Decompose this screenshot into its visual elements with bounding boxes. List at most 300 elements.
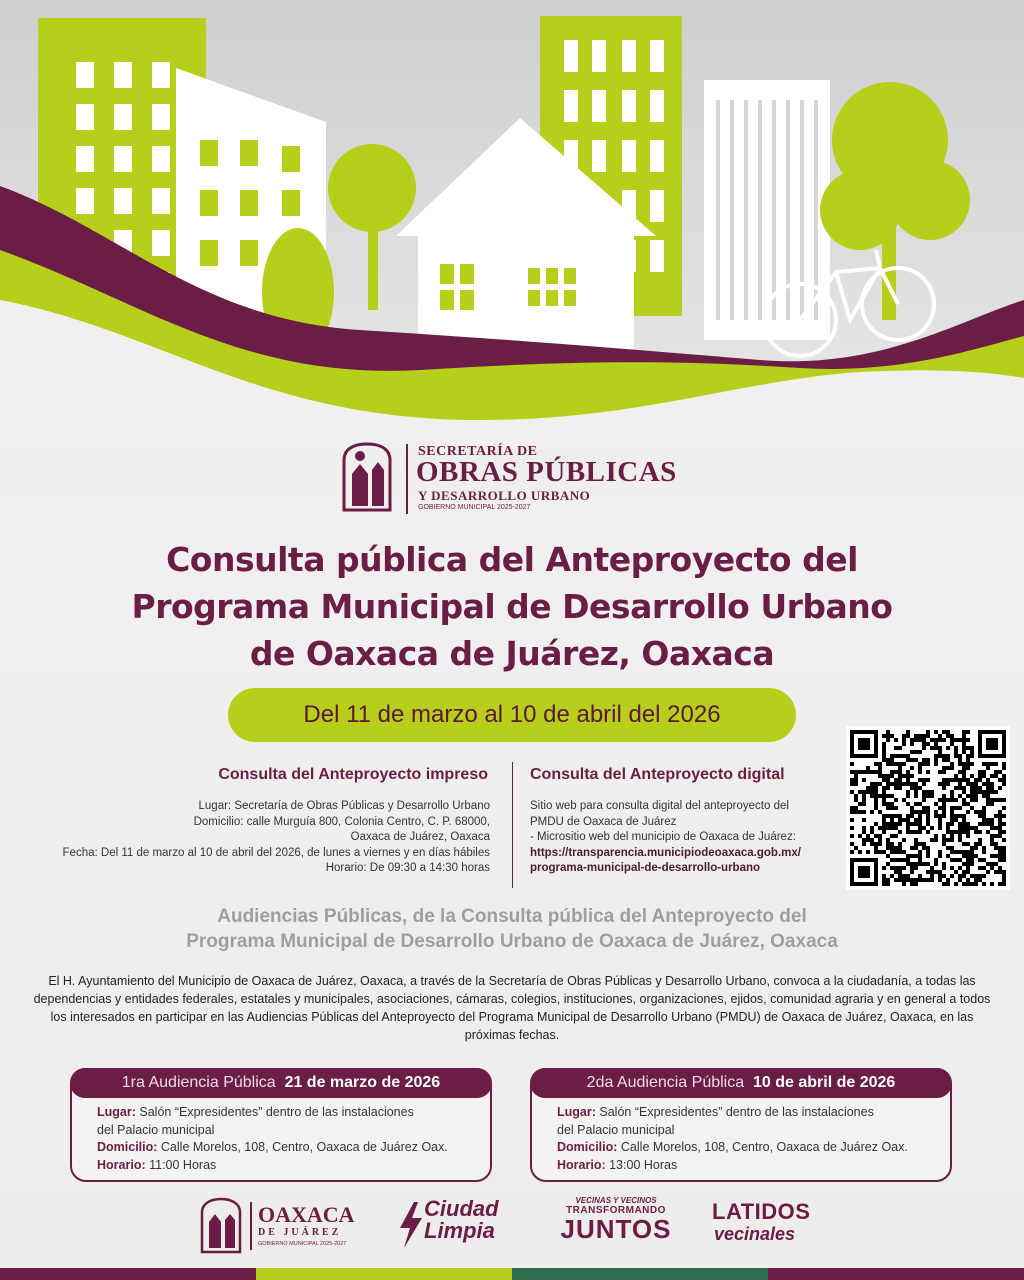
qr-module [978, 814, 982, 818]
qr-module [890, 842, 894, 846]
title-line-2: Programa Municipal de Desarrollo Urbano [131, 587, 893, 626]
qr-module [942, 882, 946, 886]
qr-module [874, 790, 878, 794]
qr-module [982, 850, 986, 854]
qr-module [862, 802, 866, 806]
qr-module [962, 770, 966, 774]
qr-module [978, 838, 982, 842]
qr-module [894, 786, 898, 790]
qr-module [986, 762, 990, 766]
microsite-link-cont[interactable]: programa-municipal-de-desarrollo-urbano [530, 862, 761, 874]
qr-module [942, 842, 946, 846]
qr-module [878, 838, 882, 842]
qr-module [938, 818, 942, 822]
qr-module [862, 778, 866, 782]
qr-module [978, 866, 982, 870]
qr-module [898, 822, 902, 826]
qr-module [894, 754, 898, 758]
qr-module [918, 874, 922, 878]
qr-module [858, 770, 862, 774]
qr-module [926, 778, 930, 782]
qr-module [914, 794, 918, 798]
qr-module [862, 830, 866, 834]
qr-module [954, 754, 958, 758]
oaxaca-logo-subtitle: DE JUÁREZ [258, 1227, 342, 1238]
qr-module [866, 766, 870, 770]
qr-module [898, 746, 902, 750]
qr-module [966, 810, 970, 814]
qr-module [906, 770, 910, 774]
qr-module [990, 818, 994, 822]
qr-module [974, 830, 978, 834]
qr-module [906, 778, 910, 782]
impreso-line: Horario: De 09:30 a 14:30 horas [325, 862, 490, 874]
qr-module [914, 782, 918, 786]
municipal-emblem-icon [338, 440, 396, 516]
qr-module [918, 770, 922, 774]
qr-module [898, 786, 902, 790]
qr-module [934, 758, 938, 762]
qr-module [878, 770, 882, 774]
qr-module [990, 838, 994, 842]
lightning-icon [398, 1202, 424, 1248]
qr-module [1002, 846, 1006, 850]
qr-module [910, 830, 914, 834]
qr-module [942, 798, 946, 802]
qr-module [850, 782, 854, 786]
qr-module [918, 802, 922, 806]
qr-module [962, 798, 966, 802]
audiencia-card-2-body [557, 1104, 947, 1174]
qr-module [882, 790, 886, 794]
qr-module [978, 770, 982, 774]
qr-module [918, 814, 922, 818]
qr-module [958, 838, 962, 842]
qr-module [866, 834, 870, 838]
qr-module [910, 810, 914, 814]
qr-module [966, 778, 970, 782]
qr-module [958, 786, 962, 790]
qr-module [966, 802, 970, 806]
qr-module [970, 862, 974, 866]
microsite-link[interactable]: https://transparencia.municipiodeoaxaca.gob.mx/ [530, 846, 801, 859]
qr-module [910, 862, 914, 866]
qr-module [1002, 870, 1006, 874]
qr-module [966, 754, 970, 758]
qr-module [958, 782, 962, 786]
qr-module [914, 882, 918, 886]
qr-module [902, 874, 906, 878]
qr-module [938, 870, 942, 874]
qr-module [962, 874, 966, 878]
ciudad-limpia-logo [398, 1198, 518, 1250]
qr-module [886, 806, 890, 810]
qr-module [950, 798, 954, 802]
qr-module [966, 758, 970, 762]
qr-module [990, 822, 994, 826]
qr-module [982, 770, 986, 774]
qr-module [878, 842, 882, 846]
qr-module [926, 790, 930, 794]
qr-module [962, 730, 966, 734]
lugar-label: Lugar: [97, 1105, 136, 1119]
qr-module [946, 854, 950, 858]
digital-line: Sitio web para consulta digital del anteproyecto del [530, 800, 789, 812]
qr-module [950, 834, 954, 838]
qr-module [954, 786, 958, 790]
qr-module [914, 830, 918, 834]
qr-module [982, 806, 986, 810]
qr-module [946, 826, 950, 830]
qr-module [922, 738, 926, 742]
qr-module [882, 758, 886, 762]
logo-line-4: GOBIERNO MUNICIPAL 2025-2027 [418, 504, 531, 511]
qr-module [978, 842, 982, 846]
qr-module [966, 730, 970, 734]
qr-module [998, 822, 1002, 826]
audiencia-card-1-body [97, 1104, 487, 1174]
qr-module [918, 850, 922, 854]
qr-module [902, 818, 906, 822]
qr-module [926, 878, 930, 882]
qr-module [878, 850, 882, 854]
qr-module [906, 874, 910, 878]
qr-module [946, 778, 950, 782]
qr-module [962, 862, 966, 866]
qr-module [882, 734, 886, 738]
qr-module [918, 766, 922, 770]
qr-module [950, 810, 954, 814]
qr-module [1002, 762, 1006, 766]
qr-module [954, 850, 958, 854]
qr-module [970, 790, 974, 794]
qr-module [962, 826, 966, 830]
qr-module [910, 854, 914, 858]
qr-module [882, 874, 886, 878]
qr-module [970, 846, 974, 850]
qr-module [938, 754, 942, 758]
qr-module [922, 778, 926, 782]
audiencia-card-2 [530, 1068, 952, 1182]
qr-module [950, 734, 954, 738]
vecinales-text: vecinales [714, 1224, 796, 1244]
qr-module [886, 814, 890, 818]
qr-module [958, 758, 962, 762]
qr-module [886, 786, 890, 790]
audiencia-card-1 [70, 1068, 492, 1182]
qr-module [862, 842, 866, 846]
qr-module [946, 730, 950, 734]
qr-module [958, 878, 962, 882]
qr-module [974, 878, 978, 882]
qr-module [1002, 874, 1006, 878]
qr-module [862, 826, 866, 830]
qr-module [862, 794, 866, 798]
qr-module [970, 782, 974, 786]
qr-module [982, 814, 986, 818]
qr-module [898, 818, 902, 822]
qr-module [918, 826, 922, 830]
latidos-text: LATIDOS [712, 1199, 811, 1224]
qr-module [962, 774, 966, 778]
qr-module [914, 866, 918, 870]
impreso-line: Oaxaca de Juárez, Oaxaca [350, 831, 490, 843]
qr-module [922, 782, 926, 786]
qr-module [910, 882, 914, 886]
qr-module [886, 734, 890, 738]
qr-module [966, 882, 970, 886]
qr-module [854, 798, 858, 802]
qr-module [954, 774, 958, 778]
qr-module [950, 742, 954, 746]
qr-module [906, 822, 910, 826]
qr-module [898, 846, 902, 850]
qr-module [970, 806, 974, 810]
qr-module [906, 802, 910, 806]
qr-module [882, 786, 886, 790]
qr-module [950, 806, 954, 810]
qr-module [966, 870, 970, 874]
qr-module [922, 734, 926, 738]
qr-module [982, 774, 986, 778]
qr-module [950, 858, 954, 862]
qr-module [926, 850, 930, 854]
qr-module [986, 790, 990, 794]
qr-module [926, 734, 930, 738]
qr-module [970, 826, 974, 830]
qr-module [858, 790, 862, 794]
audiencia-date: 10 de abril de 2026 [753, 1074, 896, 1091]
qr-module [850, 818, 854, 822]
qr-module [946, 878, 950, 882]
audiencia-card-2-header [530, 1068, 952, 1098]
qr-module [894, 826, 898, 830]
qr-module [922, 810, 926, 814]
qr-module [982, 762, 986, 766]
qr-module [926, 770, 930, 774]
ciudad-text: Ciudad [424, 1196, 499, 1221]
qr-module [894, 782, 898, 786]
qr-module [922, 846, 926, 850]
qr-module [986, 822, 990, 826]
qr-module [886, 826, 890, 830]
qr-module [926, 818, 930, 822]
qr-module [882, 742, 886, 746]
qr-module [962, 802, 966, 806]
oaxaca-logo-title: OAXACA [258, 1202, 355, 1227]
qr-module [882, 778, 886, 782]
qr-module [862, 838, 866, 842]
qr-module [918, 762, 922, 766]
qr-module [886, 778, 890, 782]
qr-module [974, 854, 978, 858]
ciudad-limpia-text [424, 1198, 499, 1242]
qr-module [874, 770, 878, 774]
qr-module [902, 798, 906, 802]
qr-module [930, 866, 934, 870]
qr-module [966, 822, 970, 826]
qr-module [870, 830, 874, 834]
qr-module [962, 818, 966, 822]
qr-module [970, 750, 974, 754]
qr-module [926, 814, 930, 818]
qr-module [902, 782, 906, 786]
logo-line-2: OBRAS PÚBLICAS [416, 456, 677, 488]
qr-module [978, 786, 982, 790]
qr-module [882, 866, 886, 870]
qr-module [938, 878, 942, 882]
qr-module [898, 866, 902, 870]
qr-module [878, 794, 882, 798]
qr-module [998, 798, 1002, 802]
lugar-value-cont: del Palacio municipal [97, 1122, 215, 1137]
qr-module [918, 786, 922, 790]
qr-module [958, 826, 962, 830]
qr-module [902, 754, 906, 758]
qr-module [958, 850, 962, 854]
qr-module [970, 858, 974, 862]
qr-module [914, 802, 918, 806]
building-white-right [704, 80, 830, 340]
qr-module [934, 762, 938, 766]
qr-module [910, 866, 914, 870]
qr-module [874, 806, 878, 810]
qr-module [930, 794, 934, 798]
qr-module [910, 878, 914, 882]
qr-module [958, 866, 962, 870]
qr-module [1002, 822, 1006, 826]
qr-module [926, 762, 930, 766]
digital-line: PMDU de Oaxaca de Juárez [530, 815, 677, 828]
qr-module [934, 862, 938, 866]
qr-module [906, 818, 910, 822]
qr-module [958, 754, 962, 758]
qr-module [930, 878, 934, 882]
qr-module [990, 854, 994, 858]
qr-module [1002, 830, 1006, 834]
qr-module [934, 742, 938, 746]
qr-module [882, 850, 886, 854]
qr-module [954, 858, 958, 862]
qr-module [914, 878, 918, 882]
qr-module [882, 802, 886, 806]
qr-module [890, 814, 894, 818]
domicilio-value: Calle Morelos, 108, Centro, Oaxaca de Juárez Oax. [160, 1140, 448, 1154]
qr-module [934, 746, 938, 750]
qr-module [914, 838, 918, 842]
qr-module [962, 762, 966, 766]
qr-module [950, 762, 954, 766]
qr-module [902, 850, 906, 854]
qr-module [870, 826, 874, 830]
qr-module [850, 770, 854, 774]
qr-module [926, 794, 930, 798]
qr-module [890, 758, 894, 762]
qr-module [898, 850, 902, 854]
qr-module [890, 754, 894, 758]
qr-module [946, 766, 950, 770]
qr-module [926, 822, 930, 826]
qr-module [966, 762, 970, 766]
qr-module [882, 814, 886, 818]
logo-line-3: Y DESARROLLO URBANO [418, 488, 591, 503]
qr-module [878, 766, 882, 770]
qr-module [966, 878, 970, 882]
qr-module [894, 858, 898, 862]
date-range-badge: Del 11 de marzo al 10 de abril del 2026 [228, 688, 796, 742]
transformando-juntos-logo [552, 1196, 680, 1252]
qr-module [950, 818, 954, 822]
qr-module [902, 738, 906, 742]
qr-module [942, 794, 946, 798]
qr-module [930, 838, 934, 842]
qr-module [910, 774, 914, 778]
qr-module [906, 862, 910, 866]
qr-module [990, 842, 994, 846]
qr-module [910, 742, 914, 746]
qr-module [970, 762, 974, 766]
qr-module [994, 834, 998, 838]
secretaria-logo [338, 440, 698, 520]
qr-module [854, 806, 858, 810]
qr-module [906, 826, 910, 830]
qr-module [958, 806, 962, 810]
qr-module [902, 866, 906, 870]
qr-module [998, 866, 1002, 870]
qr-module [894, 846, 898, 850]
qr-module [970, 882, 974, 886]
qr-module [930, 870, 934, 874]
qr-code-icon[interactable] [846, 726, 1010, 890]
qr-module [854, 794, 858, 798]
qr-module [950, 778, 954, 782]
qr-module [910, 750, 914, 754]
qr-module [866, 786, 870, 790]
qr-module [862, 818, 866, 822]
qr-module [906, 734, 910, 738]
qr-module [954, 798, 958, 802]
tj-line-2: TRANSFORMANDO [566, 1205, 666, 1216]
qr-module [878, 834, 882, 838]
qr-module [990, 786, 994, 790]
qr-module [850, 826, 854, 830]
qr-module [898, 766, 902, 770]
qr-module [850, 810, 854, 814]
qr-module [894, 762, 898, 766]
horario-value: 13:00 Horas [609, 1157, 678, 1172]
qr-module [894, 798, 898, 802]
qr-module [946, 746, 950, 750]
qr-module [990, 834, 994, 838]
qr-module [886, 794, 890, 798]
qr-module [934, 802, 938, 806]
qr-module [990, 882, 994, 886]
qr-module [970, 854, 974, 858]
qr-module [870, 842, 874, 846]
qr-module [998, 818, 1002, 822]
qr-module [922, 798, 926, 802]
qr-module [938, 850, 942, 854]
limpia-text: Limpia [424, 1218, 495, 1243]
qr-module [890, 802, 894, 806]
qr-module [950, 846, 954, 850]
lugar-value-cont: del Palacio municipal [557, 1122, 675, 1137]
qr-module [998, 870, 1002, 874]
qr-module [870, 786, 874, 790]
qr-module [942, 730, 946, 734]
qr-module [906, 814, 910, 818]
audiencias-heading [40, 904, 984, 954]
